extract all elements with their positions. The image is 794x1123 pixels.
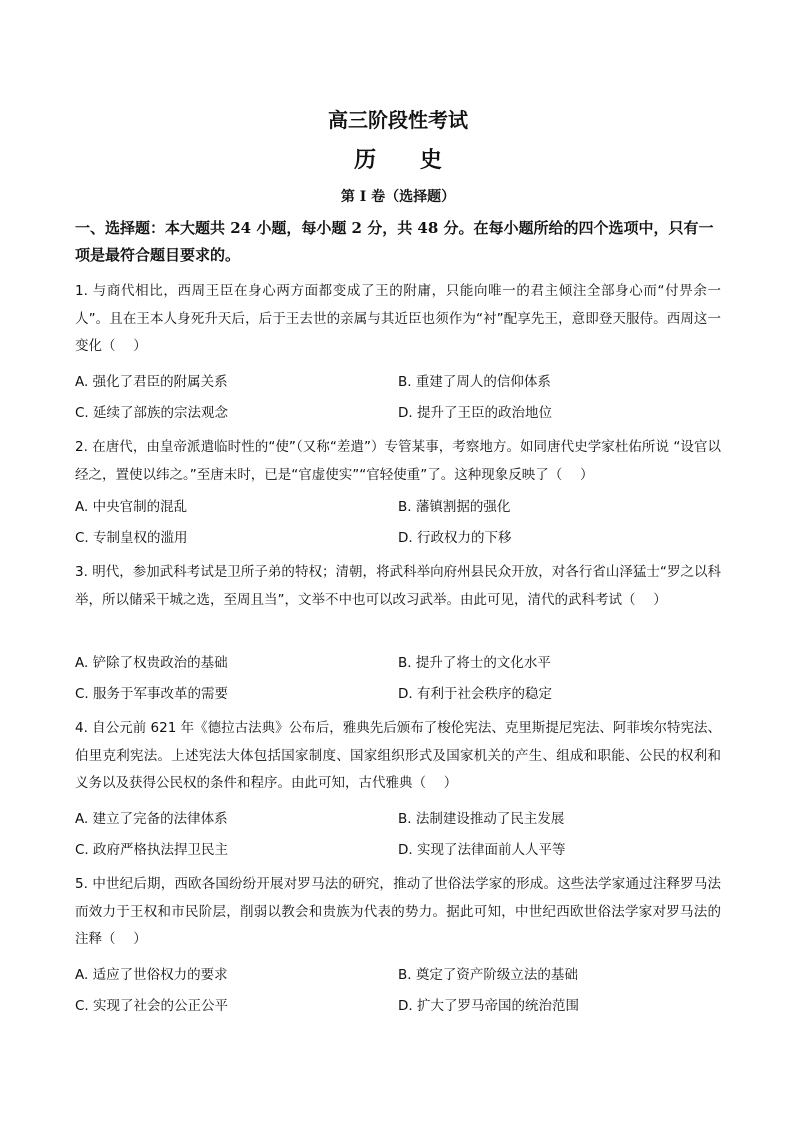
q5-option-c: C. 实现了社会的公正公平: [75, 998, 229, 1014]
q4-option-c: C. 政府严格执法捍卫民主: [75, 842, 229, 858]
q5-option-d: D. 扩大了罗马帝国的统治范围: [398, 998, 579, 1014]
part-title: 第 I 卷（选择题）: [340, 189, 456, 205]
q4-option-a: A. 建立了完备的法律体系: [75, 811, 228, 827]
q3-option-a: A. 铲除了权贵政治的基础: [75, 655, 228, 671]
question-5: 5. 中世纪后期，西欧各国纷纷开展对罗马法的研究，推动了世俗法学家的形成。这些法学家通过注释罗马法而效力于王权和市民阶层，削弱以教会和贵族为代表的势力。据此可知，中世纪西欧世俗法学家对罗马法的注释（ ）: [75, 876, 721, 947]
section-instruction: 一、选择题：本大题共 24 小题，每小题 2 分，共 48 分。在每小题所给的四个选项中，只有一项是最符合题目要求的。: [75, 219, 714, 264]
q2-option-c: C. 专制皇权的滥用: [75, 530, 188, 546]
q3-option-c: C. 服务于军事改革的需要: [75, 686, 229, 702]
q5-option-b: B. 奠定了资产阶级立法的基础: [398, 967, 578, 983]
q3-option-b: B. 提升了将士的文化水平: [398, 655, 551, 671]
q1-option-a: A. 强化了君臣的附属关系: [75, 374, 228, 390]
q5-option-a: A. 适应了世俗权力的要求: [75, 967, 228, 983]
q2-option-a: A. 中央官制的混乱: [75, 499, 188, 515]
q4-option-d: D. 实现了法律面前人人平等: [398, 842, 566, 858]
q4-option-b: B. 法制建设推动了民主发展: [398, 811, 565, 827]
q1-option-c: C. 延续了部族的宗法观念: [75, 405, 229, 421]
question-2: 2. 在唐代，由皇帝派遣临时性的“使”（又称“差遣”）专管某事，考察地方。如同唐代史学家杜佑所说 “设官以经之，置使以纬之。”至唐末时，已是“官虚使实”“官轻使重”了。这种现象反映了（ ）: [75, 439, 721, 483]
q2-option-d: D. 行政权力的下移: [398, 530, 512, 546]
question-4: 4. 自公元前 621 年《德拉古法典》公布后，雅典先后颁布了梭伦宪法、克里斯提尼宪法、阿菲埃尔特宪法、伯里克利宪法。上述宪法大体包括国家制度、国家组织形式及国家机关的产生、组成和职能、公民的权利和义务以及获得公民权的条件和程序。由此可知，古代雅典（ ）: [75, 720, 721, 791]
question-1: 1. 与商代相比，西周王臣在身心两方面都变成了王的附庸，只能向唯一的君主倾注全部身心而“付畀余一人”。且在王本人身死升天后，后于王去世的亲属与其近臣也须作为“衬”配享先王，意即登天服侍。西周这一变化（ ）: [75, 283, 721, 354]
q2-option-b: B. 藩镇割据的强化: [398, 499, 511, 515]
q3-option-d: D. 有利于社会秩序的稳定: [398, 686, 552, 702]
exam-title: 高三阶段性考试: [328, 108, 468, 132]
question-3: 3. 明代，参加武科考试是卫所子弟的特权；清朝，将武科举向府州县民众开放，对各行省山泽猛士“罗之以科举，所以储采干城之选，至周且当”，文举不中也可以改习武举。由此可见，清代的武科考试（ ）: [75, 564, 721, 608]
q1-option-d: D. 提升了王臣的政治地位: [398, 405, 552, 421]
subject-title: 历 史: [354, 147, 460, 173]
q1-option-b: B. 重建了周人的信仰体系: [398, 374, 551, 390]
